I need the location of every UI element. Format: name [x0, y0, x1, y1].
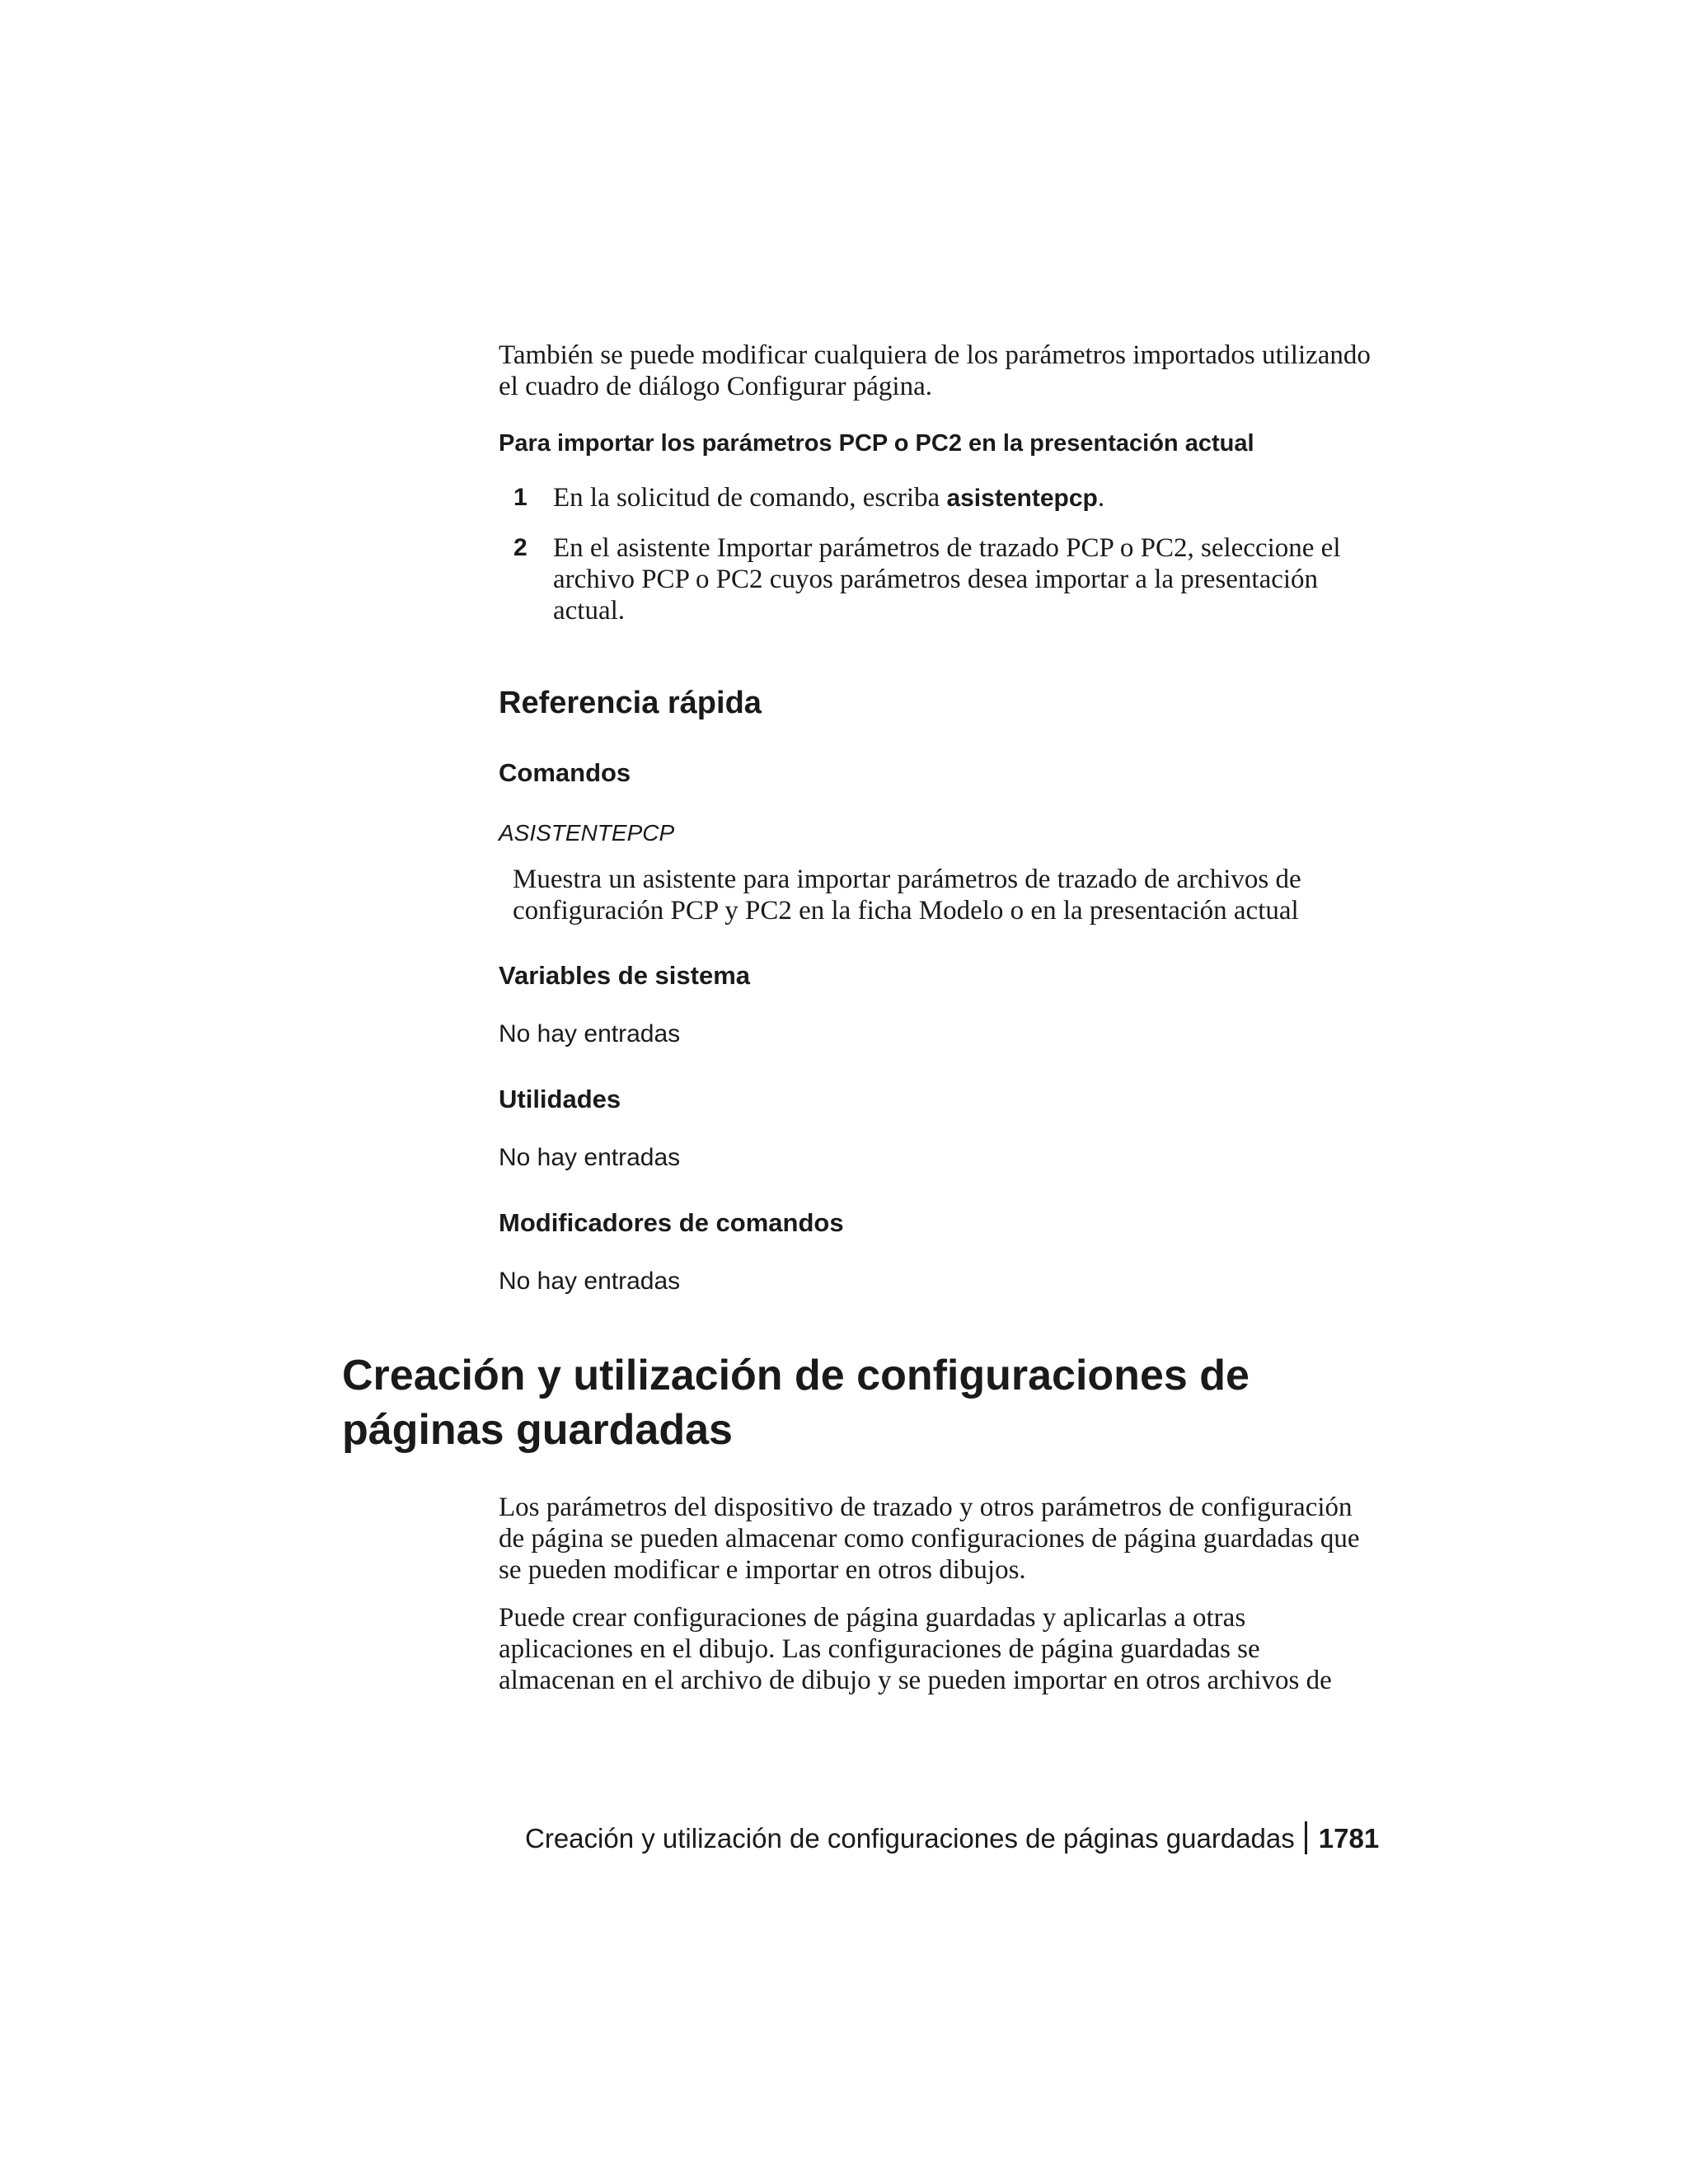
- section-paragraph-2: Puede crear configuraciones de página guardadas y aplicarlas a otras aplicaciones en el dibujo. Las configuraciones de página guardadas se almacenan en el archivo de dibujo y se pueden importar en otros archivos de: [499, 1603, 1332, 1695]
- step-suffix: .: [1097, 483, 1105, 513]
- page-footer: [525, 1821, 1379, 1854]
- command-name: ASISTENTEPCP: [499, 820, 675, 846]
- page-number: 1781: [1318, 1823, 1380, 1854]
- command-modifiers-heading: Modificadores de comandos: [499, 1208, 844, 1237]
- step-number: 1: [513, 484, 528, 511]
- procedure-step-2: [499, 532, 1372, 626]
- step-number: 2: [513, 534, 528, 561]
- system-variables-heading: Variables de sistema: [499, 961, 751, 990]
- procedure-title: Para importar los parámetros PCP o PC2 en la presentación actual: [499, 430, 1254, 457]
- step-text: En el asistente Importar parámetros de trazado PCP o PC2, seleccione el archivo PCP o PC2 cuyos parámetros desea importar a la presentación actual.: [553, 533, 1341, 626]
- intro-paragraph: También se puede modificar cualquiera de los parámetros importados utilizando el cuadro de diálogo Configurar página.: [499, 340, 1371, 401]
- procedure-step-1: [499, 482, 1372, 514]
- commands-heading: Comandos: [499, 758, 631, 787]
- command-description: Muestra un asistente para importar parámetros de trazado de archivos de configuración PCP y PC2 en la ficha Modelo o en la presentación actual: [513, 865, 1301, 926]
- footer-separator: [1305, 1821, 1307, 1854]
- step-text: [553, 482, 1372, 514]
- utilities-text: No hay entradas: [499, 1144, 681, 1171]
- step-prefix: En la solicitud de comando, escriba: [553, 483, 947, 513]
- section-title: Creación y utilización de configuraciones de páginas guardadas: [342, 1352, 1250, 1454]
- command-keyword: asistentepcp: [946, 485, 1098, 512]
- system-variables-text: No hay entradas: [499, 1020, 681, 1047]
- utilities-heading: Utilidades: [499, 1085, 621, 1113]
- footer-title: Creación y utilización de configuraciones de páginas guardadas: [525, 1823, 1295, 1854]
- section-paragraph-1: Los parámetros del dispositivo de trazado y otros parámetros de configuración de página se pueden almacenar como configuraciones de página guardadas que se pueden modificar e importar en otros dibujos.: [499, 1493, 1360, 1585]
- command-modifiers-text: No hay entradas: [499, 1268, 681, 1295]
- quick-reference-heading: Referencia rápida: [499, 686, 762, 720]
